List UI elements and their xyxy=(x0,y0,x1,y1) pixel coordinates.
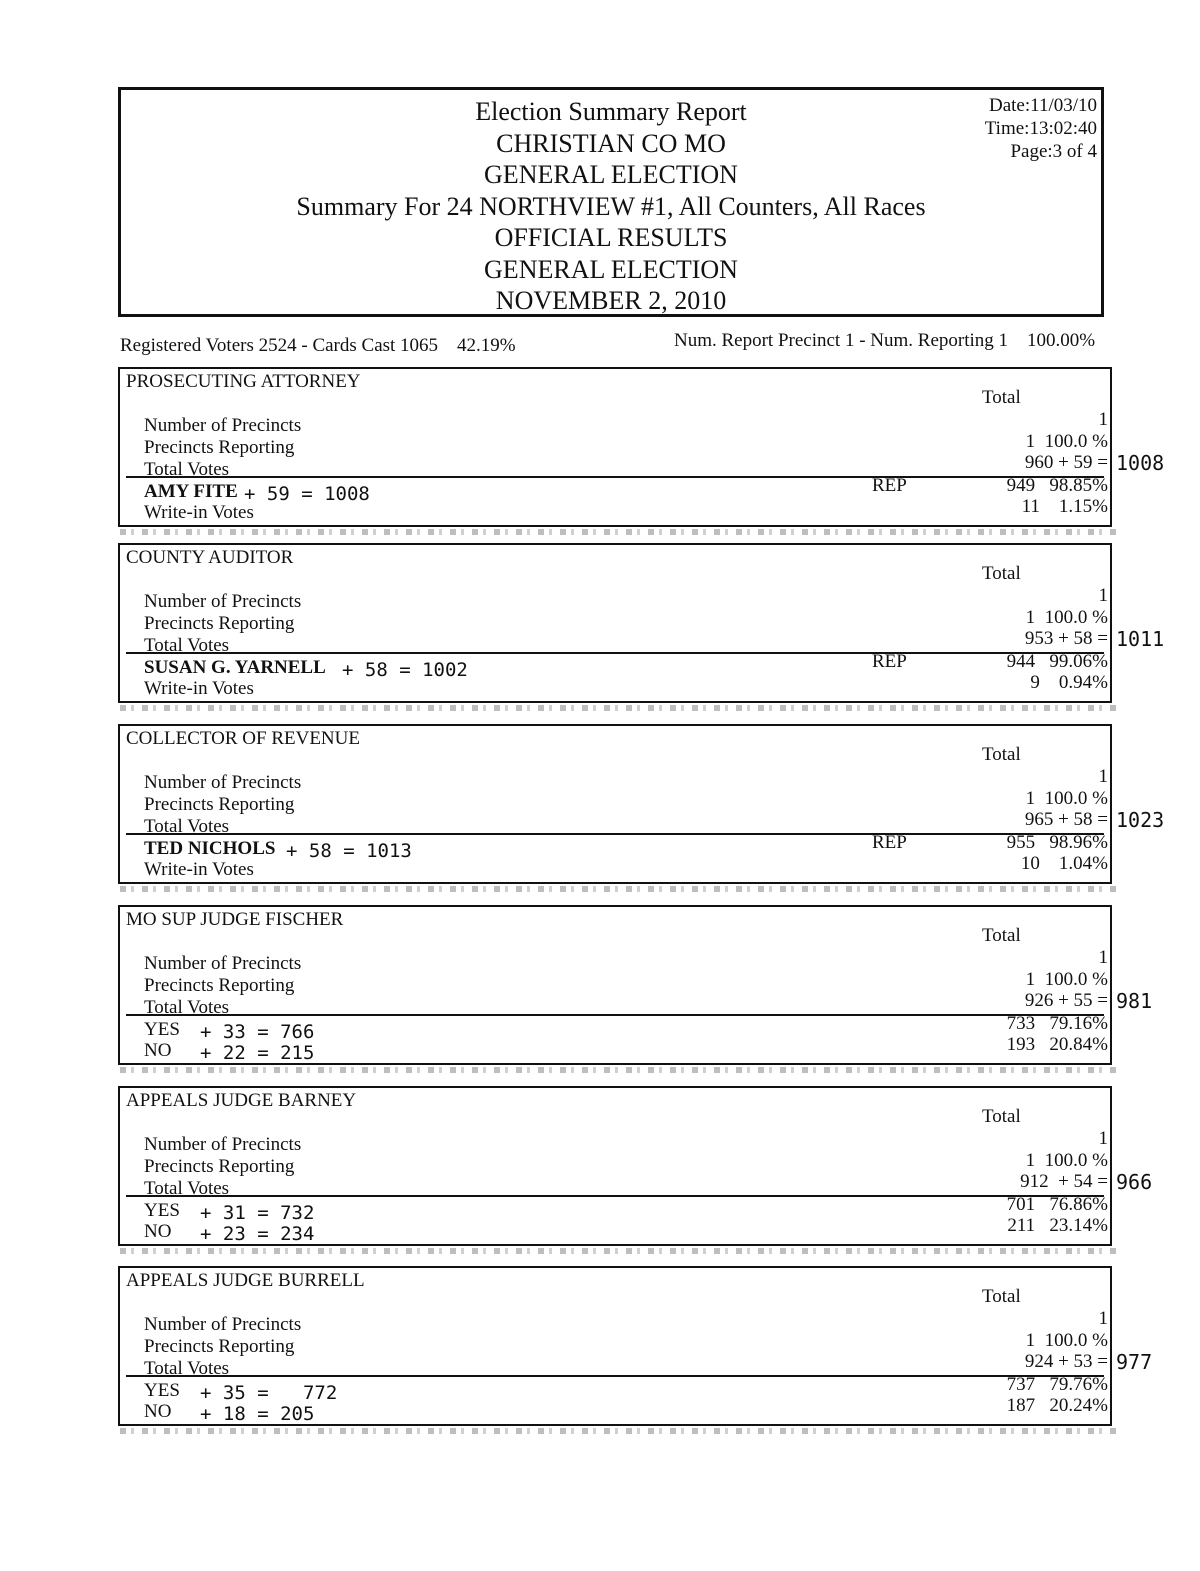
choice-name: NO xyxy=(144,1221,172,1242)
race-box xyxy=(118,724,1112,884)
total-votes-value: 912 + 54 = xyxy=(1020,1171,1108,1192)
choice-name: AMY FITE xyxy=(144,481,238,502)
total-votes-value: 953 + 58 = xyxy=(1024,628,1108,649)
number-of-precincts-value: 1 xyxy=(1098,766,1108,787)
handwritten-adjustment: + 59 = 1008 xyxy=(244,483,370,505)
handwritten-adjustment: + 18 = 205 xyxy=(200,1403,315,1425)
total-votes-value: 960 + 59 = xyxy=(1024,452,1108,473)
race-title: PROSECUTING ATTORNEY xyxy=(126,371,361,392)
precincts-reporting-label: Precincts Reporting xyxy=(144,613,295,634)
report-header xyxy=(118,87,1104,317)
handwritten-adjustment: + 58 = 1013 xyxy=(286,840,412,862)
handwritten-adjustment: + 35 = 772 xyxy=(200,1382,338,1404)
summary-scope: Summary For 24 NORTHVIEW #1, All Counters, All Races xyxy=(296,191,926,221)
choice-votes: 944 99.06% xyxy=(1006,651,1108,672)
number-of-precincts-label: Number of Precincts xyxy=(144,772,302,793)
total-column-header: Total xyxy=(982,387,1021,408)
scan-artifact-line xyxy=(120,1067,1116,1073)
precincts-reporting-value: 1 100.0 % xyxy=(1025,969,1108,990)
precincts-reporting-value: 1 100.0 % xyxy=(1025,1330,1108,1351)
number-of-precincts-label: Number of Precincts xyxy=(144,591,302,612)
total-votes-label: Total Votes xyxy=(144,635,230,656)
county-name: CHRISTIAN CO MO xyxy=(496,128,726,158)
reporting-summary: Num. Report Precinct 1 - Num. Reporting 1 100.00% xyxy=(674,330,1096,351)
number-of-precincts-value: 1 xyxy=(1098,1128,1108,1149)
total-column-header: Total xyxy=(982,925,1021,946)
choice-votes: 193 20.84% xyxy=(1006,1034,1108,1055)
handwritten-adjustment: + 58 = 1002 xyxy=(342,659,468,681)
choice-votes: 701 76.86% xyxy=(1006,1194,1108,1215)
total-votes-label: Total Votes xyxy=(144,997,230,1018)
race-title: APPEALS JUDGE BARNEY xyxy=(126,1090,357,1111)
precincts-reporting-value: 1 100.0 % xyxy=(1025,1150,1108,1171)
handwritten-adjustment: + 33 = 766 xyxy=(200,1021,315,1043)
header-title-block xyxy=(121,96,1101,317)
race-title: COUNTY AUDITOR xyxy=(126,547,294,568)
precincts-reporting-label: Precincts Reporting xyxy=(144,975,295,996)
choice-name: Write-in Votes xyxy=(144,859,254,880)
handwritten-adjusted-total: 966 xyxy=(1116,1170,1153,1194)
handwritten-adjusted-total: 981 xyxy=(1116,989,1153,1013)
choice-votes: 10 1.04% xyxy=(1020,853,1108,874)
precincts-reporting-value: 1 100.0 % xyxy=(1025,431,1108,452)
report-title: Election Summary Report xyxy=(475,97,747,126)
precincts-reporting-label: Precincts Reporting xyxy=(144,1336,295,1357)
total-votes-label: Total Votes xyxy=(144,1358,230,1379)
race-box xyxy=(118,1086,1112,1246)
total-column-header: Total xyxy=(982,563,1021,584)
election-name: GENERAL ELECTION xyxy=(484,160,738,189)
handwritten-adjustment: + 23 = 234 xyxy=(200,1223,315,1245)
race-box xyxy=(118,1266,1112,1426)
precincts-reporting-label: Precincts Reporting xyxy=(144,437,295,458)
choice-name: YES xyxy=(144,1019,180,1040)
race-title: MO SUP JUDGE FISCHER xyxy=(126,909,344,930)
results-status: OFFICIAL RESULTS xyxy=(494,223,728,252)
election-name-2: GENERAL ELECTION xyxy=(484,254,738,284)
choice-votes: 955 98.96% xyxy=(1006,832,1108,853)
choice-votes: 949 98.85% xyxy=(1006,475,1108,496)
total-votes-label: Total Votes xyxy=(144,459,230,480)
total-votes-label: Total Votes xyxy=(144,816,230,837)
number-of-precincts-label: Number of Precincts xyxy=(144,415,302,436)
report-meta xyxy=(985,94,1097,163)
precincts-reporting-value: 1 100.0 % xyxy=(1025,607,1108,628)
choice-votes: 9 0.94% xyxy=(1030,672,1108,693)
choice-name: YES xyxy=(144,1380,180,1401)
choice-votes: 737 79.76% xyxy=(1006,1374,1108,1395)
race-title: COLLECTOR OF REVENUE xyxy=(126,728,360,749)
number-of-precincts-value: 1 xyxy=(1098,409,1108,430)
race-box xyxy=(118,367,1112,527)
handwritten-adjusted-total: 977 xyxy=(1116,1350,1153,1374)
total-votes-label: Total Votes xyxy=(144,1178,230,1199)
precincts-reporting-label: Precincts Reporting xyxy=(144,794,295,815)
choice-name: YES xyxy=(144,1200,180,1221)
scan-artifact-line xyxy=(120,1428,1116,1434)
race-box xyxy=(118,905,1112,1065)
party-label: REP xyxy=(872,651,907,672)
report-date: Date:11/03/10 xyxy=(989,95,1097,116)
choice-name: Write-in Votes xyxy=(144,678,254,699)
scan-artifact-line xyxy=(120,705,1116,711)
scan-artifact-line xyxy=(120,886,1116,892)
handwritten-adjusted-total: 1011 xyxy=(1116,627,1165,651)
choice-name: NO xyxy=(144,1040,172,1061)
total-votes-value: 965 + 58 = xyxy=(1024,809,1108,830)
choice-name: Write-in Votes xyxy=(144,502,254,523)
election-date: NOVEMBER 2, 2010 xyxy=(495,286,727,315)
handwritten-adjusted-total: 1023 xyxy=(1116,808,1165,832)
scan-artifact-line xyxy=(120,529,1116,535)
number-of-precincts-label: Number of Precincts xyxy=(144,1134,302,1155)
choice-name: NO xyxy=(144,1401,172,1422)
number-of-precincts-value: 1 xyxy=(1098,1308,1108,1329)
total-column-header: Total xyxy=(982,1286,1021,1307)
total-votes-value: 924 + 53 = xyxy=(1024,1351,1108,1372)
report-page: Page:3 of 4 xyxy=(1010,141,1097,162)
number-of-precincts-value: 1 xyxy=(1098,947,1108,968)
precincts-reporting-label: Precincts Reporting xyxy=(144,1156,295,1177)
total-column-header: Total xyxy=(982,744,1021,765)
scan-artifact-line xyxy=(120,1248,1116,1254)
precincts-reporting-value: 1 100.0 % xyxy=(1025,788,1108,809)
choice-name: TED NICHOLS xyxy=(144,838,276,859)
number-of-precincts-value: 1 xyxy=(1098,585,1108,606)
registered-voters-summary: Registered Voters 2524 - Cards Cast 1065 42.19% xyxy=(120,335,516,356)
number-of-precincts-label: Number of Precincts xyxy=(144,953,302,974)
choice-name: SUSAN G. YARNELL xyxy=(144,657,326,678)
number-of-precincts-label: Number of Precincts xyxy=(144,1314,302,1335)
race-box xyxy=(118,543,1112,703)
choice-votes: 733 79.16% xyxy=(1006,1013,1108,1034)
total-votes-value: 926 + 55 = xyxy=(1024,990,1108,1011)
handwritten-adjusted-total: 1008 xyxy=(1116,451,1165,475)
report-time: Time:13:02:40 xyxy=(984,118,1097,139)
handwritten-adjustment: + 22 = 215 xyxy=(200,1042,315,1064)
choice-votes: 187 20.24% xyxy=(1006,1395,1108,1416)
party-label: REP xyxy=(872,832,907,853)
choice-votes: 11 1.15% xyxy=(1021,496,1108,517)
handwritten-adjustment: + 31 = 732 xyxy=(200,1202,315,1224)
choice-votes: 211 23.14% xyxy=(1007,1215,1108,1236)
party-label: REP xyxy=(872,475,907,496)
total-column-header: Total xyxy=(982,1106,1021,1127)
race-title: APPEALS JUDGE BURRELL xyxy=(126,1270,365,1291)
